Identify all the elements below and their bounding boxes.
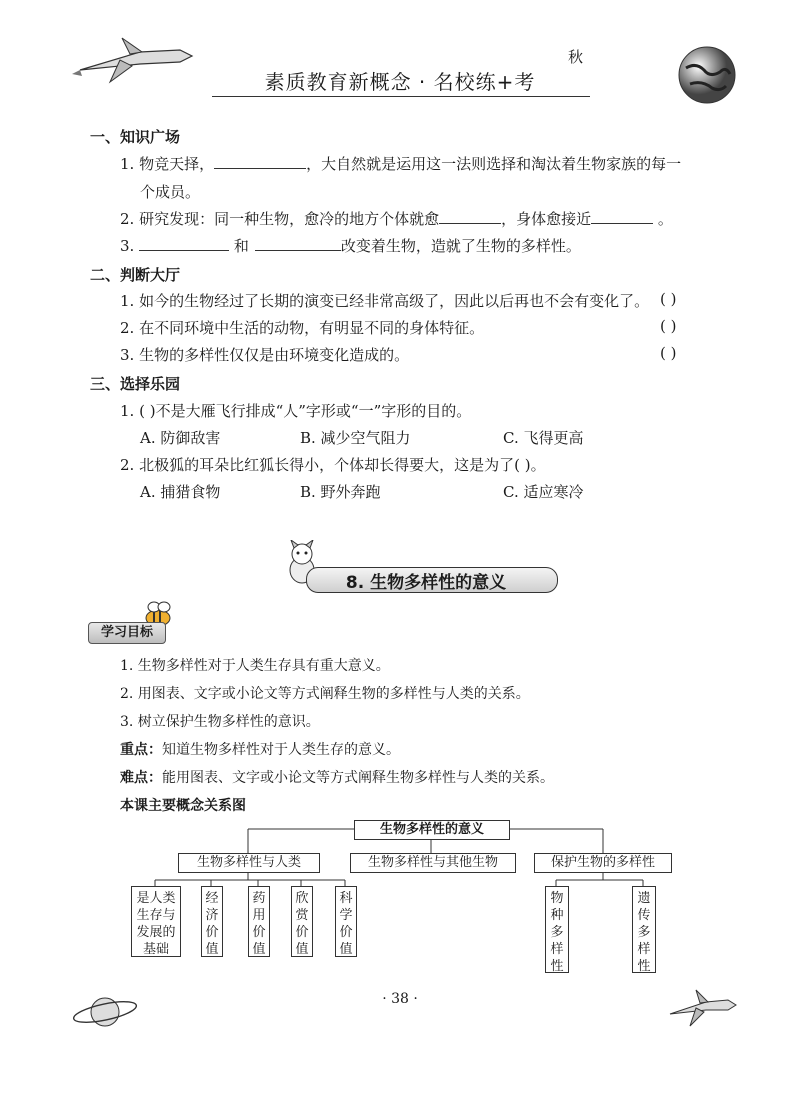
- section-heading-choice: 三、选择乐园: [90, 375, 181, 393]
- space-shuttle-icon: [666, 984, 738, 1034]
- season-label: 秋: [568, 48, 584, 66]
- question-1-1: 1. 物竞天择， ，大自然就是运用这一法则选择和淘汰着生物家族的每一: [120, 155, 682, 173]
- learning-goals-badge: 学习目标: [88, 622, 166, 644]
- concept-root: 生物多样性的意义: [354, 820, 510, 840]
- choice-question-2: 2. 北极狐的耳朵比红狐长得小，个体却长得要大，这是为了( )。: [120, 456, 546, 474]
- choice-question-1: 1. ( )不是大雁飞行排成“人”字形或“一”字形的目的。: [120, 402, 472, 420]
- goal-item: 3. 树立保护生物多样性的意识。: [120, 714, 320, 730]
- judge-item: 3. 生物的多样性仅仅是由环境变化造成的。: [120, 346, 410, 364]
- concept-leaf: 是人类生存与发展的基础: [131, 886, 181, 957]
- goal-item: 2. 用图表、文字或小论文等方式阐释生物的多样性与人类的关系。: [120, 686, 530, 702]
- answer-paren[interactable]: ( ): [660, 317, 677, 335]
- choice-option[interactable]: B. 减少空气阻力: [300, 429, 411, 447]
- choice-option[interactable]: A. 防御敌害: [140, 429, 221, 447]
- concept-leaf: 药用价值: [248, 886, 270, 957]
- concept-leaf: 欣赏价值: [291, 886, 313, 957]
- choice-option[interactable]: C. 适应寒冷: [503, 483, 584, 501]
- section-heading-judge: 二、判断大厅: [90, 266, 181, 284]
- choice-option[interactable]: A. 捕猎食物: [140, 483, 221, 501]
- lesson-title: 8. 生物多样性的意义: [345, 573, 507, 593]
- difficult-point: 难点：能用图表、文字或小论文等方式阐释生物多样性与人类的关系。: [120, 770, 554, 786]
- section-heading-knowledge: 一、知识广场: [90, 128, 181, 146]
- planet-ring-icon: [70, 990, 140, 1034]
- judge-item: 2. 在不同环境中生活的动物，有明显不同的身体特征。: [120, 319, 485, 337]
- concept-leaf: 遗传多样性: [632, 886, 656, 973]
- page-number: · 38 ·: [382, 991, 418, 1007]
- question-1-3: 3. 和 改变着生物，造就了生物的多样性。: [120, 237, 581, 255]
- judge-item: 1. 如今的生物经过了长期的演变已经非常高级了，因此以后再也不会有变化了。: [120, 292, 650, 310]
- question-1-1-cont: 个成员。: [140, 183, 201, 201]
- concept-leaf: 物种多样性: [545, 886, 569, 973]
- choice-option[interactable]: B. 野外奔跑: [300, 483, 381, 501]
- goal-item: 1. 生物多样性对于人类生存具有重大意义。: [120, 658, 390, 674]
- concept-map-title: 本课主要概念关系图: [120, 798, 246, 814]
- concept-branch: 保护生物的多样性: [534, 853, 672, 873]
- concept-branch: 生物多样性与其他生物: [350, 853, 516, 873]
- concept-leaf: 科学价值: [335, 886, 357, 957]
- answer-paren[interactable]: ( ): [660, 290, 677, 308]
- concept-leaf: 经济价值: [201, 886, 223, 957]
- answer-paren[interactable]: ( ): [660, 344, 677, 362]
- choice-option[interactable]: C. 飞得更高: [503, 429, 584, 447]
- header-title: 素质教育新概念 · 名校练+考: [264, 70, 536, 94]
- question-1-2: 2. 研究发现：同一种生物，愈冷的地方个体就愈 ，身体愈接近 。: [120, 210, 673, 228]
- concept-branch: 生物多样性与人类: [178, 853, 320, 873]
- key-point: 重点：知道生物多样性对于人类生存的意义。: [120, 742, 400, 758]
